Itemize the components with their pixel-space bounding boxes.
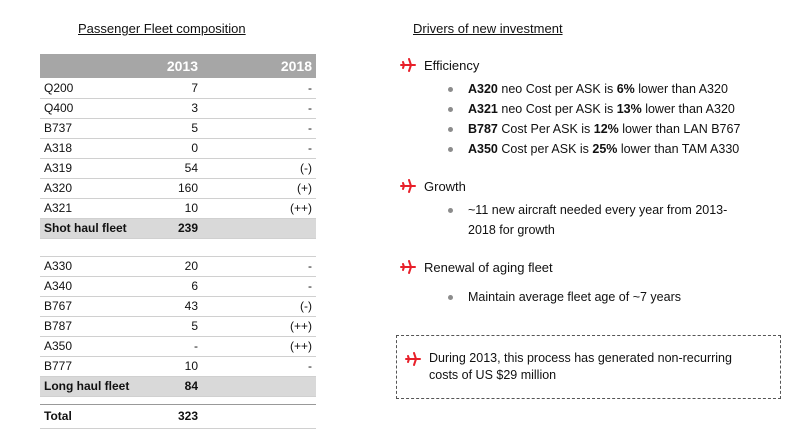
- count-2013: 5: [160, 118, 206, 138]
- total-2013: 323: [160, 404, 206, 428]
- count-2013: 10: [160, 198, 206, 218]
- short-haul-subtotal-row: [40, 218, 316, 238]
- table-gap-row: [40, 238, 316, 256]
- list-item: [468, 287, 681, 307]
- subtotal-2013: 239: [160, 218, 206, 238]
- item-text-end: lower than A320: [634, 82, 728, 96]
- change-2018: -: [206, 256, 316, 276]
- growth-section: [400, 176, 727, 240]
- item-text-end: lower than A320: [641, 102, 735, 116]
- aircraft-model: A320: [468, 82, 498, 96]
- count-2013: 3: [160, 98, 206, 118]
- efficiency-heading-text: Efficiency: [424, 57, 480, 73]
- count-2013: 7: [160, 78, 206, 98]
- bullet-dot: [448, 127, 453, 132]
- airplane-icon: [400, 178, 416, 194]
- list-item: [468, 79, 740, 99]
- growth-line-1: ~11 new aircraft needed every year from 2013-: [468, 203, 728, 217]
- change-2018: -: [206, 98, 316, 118]
- airplane-icon: [400, 57, 416, 73]
- change-2018: (++): [206, 336, 316, 356]
- count-2013: 10: [160, 356, 206, 376]
- airplane-icon: [400, 259, 416, 275]
- bullet-dot: [448, 295, 453, 300]
- table-row: [40, 356, 316, 376]
- table-row: [40, 198, 316, 218]
- renewal-list: [468, 287, 681, 307]
- count-2013: -: [160, 336, 206, 356]
- table-gap-row: [40, 396, 316, 404]
- efficiency-section: [400, 55, 740, 159]
- list-item: [468, 119, 740, 139]
- table-row: [40, 178, 316, 198]
- aircraft-name: A321: [40, 198, 160, 218]
- change-2018: -: [206, 78, 316, 98]
- bullet-dot: [448, 147, 453, 152]
- growth-heading: [400, 176, 727, 196]
- header-col-2013: 2013: [160, 54, 206, 78]
- subtotal-2013: 84: [160, 376, 206, 396]
- count-2013: 160: [160, 178, 206, 198]
- table-header: [40, 54, 316, 78]
- change-2018: -: [206, 276, 316, 296]
- aircraft-name: A340: [40, 276, 160, 296]
- aircraft-model: A321: [468, 102, 498, 116]
- fleet-composition-title: Passenger Fleet composition: [78, 21, 246, 36]
- aircraft-model: A350: [468, 142, 498, 156]
- bullet-dot: [448, 208, 453, 213]
- drivers-title: Drivers of new investment: [413, 21, 563, 36]
- change-2018: (-): [206, 158, 316, 178]
- table-row: [40, 78, 316, 98]
- growth-list: [468, 200, 727, 240]
- item-text: Cost per ASK is: [497, 142, 593, 156]
- change-2018: -: [206, 118, 316, 138]
- growth-line-2: 2018 for growth: [468, 223, 555, 237]
- change-2018: (-): [206, 296, 316, 316]
- aircraft-name: B777: [40, 356, 160, 376]
- change-2018: (++): [206, 198, 316, 218]
- item-text-end: lower than LAN B767: [618, 122, 741, 136]
- aircraft-name: A320: [40, 178, 160, 198]
- item-percent: 25%: [592, 142, 618, 156]
- aircraft-name: B787: [40, 316, 160, 336]
- total-name: Total: [40, 404, 160, 428]
- aircraft-name: B737: [40, 118, 160, 138]
- growth-heading-text: Growth: [424, 178, 466, 194]
- change-2018: (++): [206, 316, 316, 336]
- list-item: [468, 200, 727, 240]
- table-row: [40, 296, 316, 316]
- callout-line-2: costs of US $29 million: [429, 368, 557, 382]
- item-percent: 13%: [616, 102, 642, 116]
- renewal-item-text: Maintain average fleet age of ~7 years: [468, 290, 681, 304]
- header-col-name: [40, 54, 160, 78]
- aircraft-name: A319: [40, 158, 160, 178]
- table-row: [40, 158, 316, 178]
- efficiency-heading: [400, 55, 740, 75]
- list-item: [468, 139, 740, 159]
- item-text: Cost Per ASK is: [497, 122, 594, 136]
- bullet-dot: [448, 87, 453, 92]
- item-percent: 12%: [593, 122, 619, 136]
- callout-content: [405, 350, 779, 384]
- count-2013: 54: [160, 158, 206, 178]
- aircraft-name: Q400: [40, 98, 160, 118]
- table-row: [40, 256, 316, 276]
- table-row: [40, 98, 316, 118]
- change-2018: -: [206, 138, 316, 158]
- subtotal-2018: [206, 376, 316, 396]
- count-2013: 0: [160, 138, 206, 158]
- table-row: [40, 316, 316, 336]
- aircraft-name: A330: [40, 256, 160, 276]
- airplane-icon: [405, 351, 421, 367]
- cost-callout-box: [396, 335, 781, 399]
- count-2013: 5: [160, 316, 206, 336]
- callout-text: [429, 350, 779, 384]
- change-2018: -: [206, 356, 316, 376]
- aircraft-name: B767: [40, 296, 160, 316]
- subtotal-2018: [206, 218, 316, 238]
- table-row: [40, 118, 316, 138]
- subtotal-name: Long haul fleet: [40, 376, 160, 396]
- count-2013: 43: [160, 296, 206, 316]
- item-text-end: lower than TAM A330: [617, 142, 740, 156]
- table-row: [40, 276, 316, 296]
- aircraft-name: A350: [40, 336, 160, 356]
- item-text: neo Cost per ASK is: [497, 102, 617, 116]
- aircraft-name: A318: [40, 138, 160, 158]
- total-row: [40, 404, 316, 428]
- item-text: neo Cost per ASK is: [497, 82, 617, 96]
- renewal-heading: [400, 257, 681, 277]
- aircraft-model: B787: [468, 122, 498, 136]
- item-percent: 6%: [616, 82, 635, 96]
- count-2013: 20: [160, 256, 206, 276]
- callout-line-1: During 2013, this process has generated non-recurring: [429, 351, 732, 365]
- table-row: [40, 138, 316, 158]
- change-2018: (+): [206, 178, 316, 198]
- subtotal-name: Shot haul fleet: [40, 218, 160, 238]
- renewal-section: [400, 257, 681, 307]
- total-2018: [206, 404, 316, 428]
- fleet-table: [40, 54, 316, 429]
- list-item: [468, 99, 740, 119]
- count-2013: 6: [160, 276, 206, 296]
- header-col-2018: 2018: [206, 54, 316, 78]
- renewal-heading-text: Renewal of aging fleet: [424, 259, 553, 275]
- table-row: [40, 336, 316, 356]
- efficiency-list: [468, 79, 740, 159]
- bullet-dot: [448, 107, 453, 112]
- aircraft-name: Q200: [40, 78, 160, 98]
- long-haul-subtotal-row: [40, 376, 316, 396]
